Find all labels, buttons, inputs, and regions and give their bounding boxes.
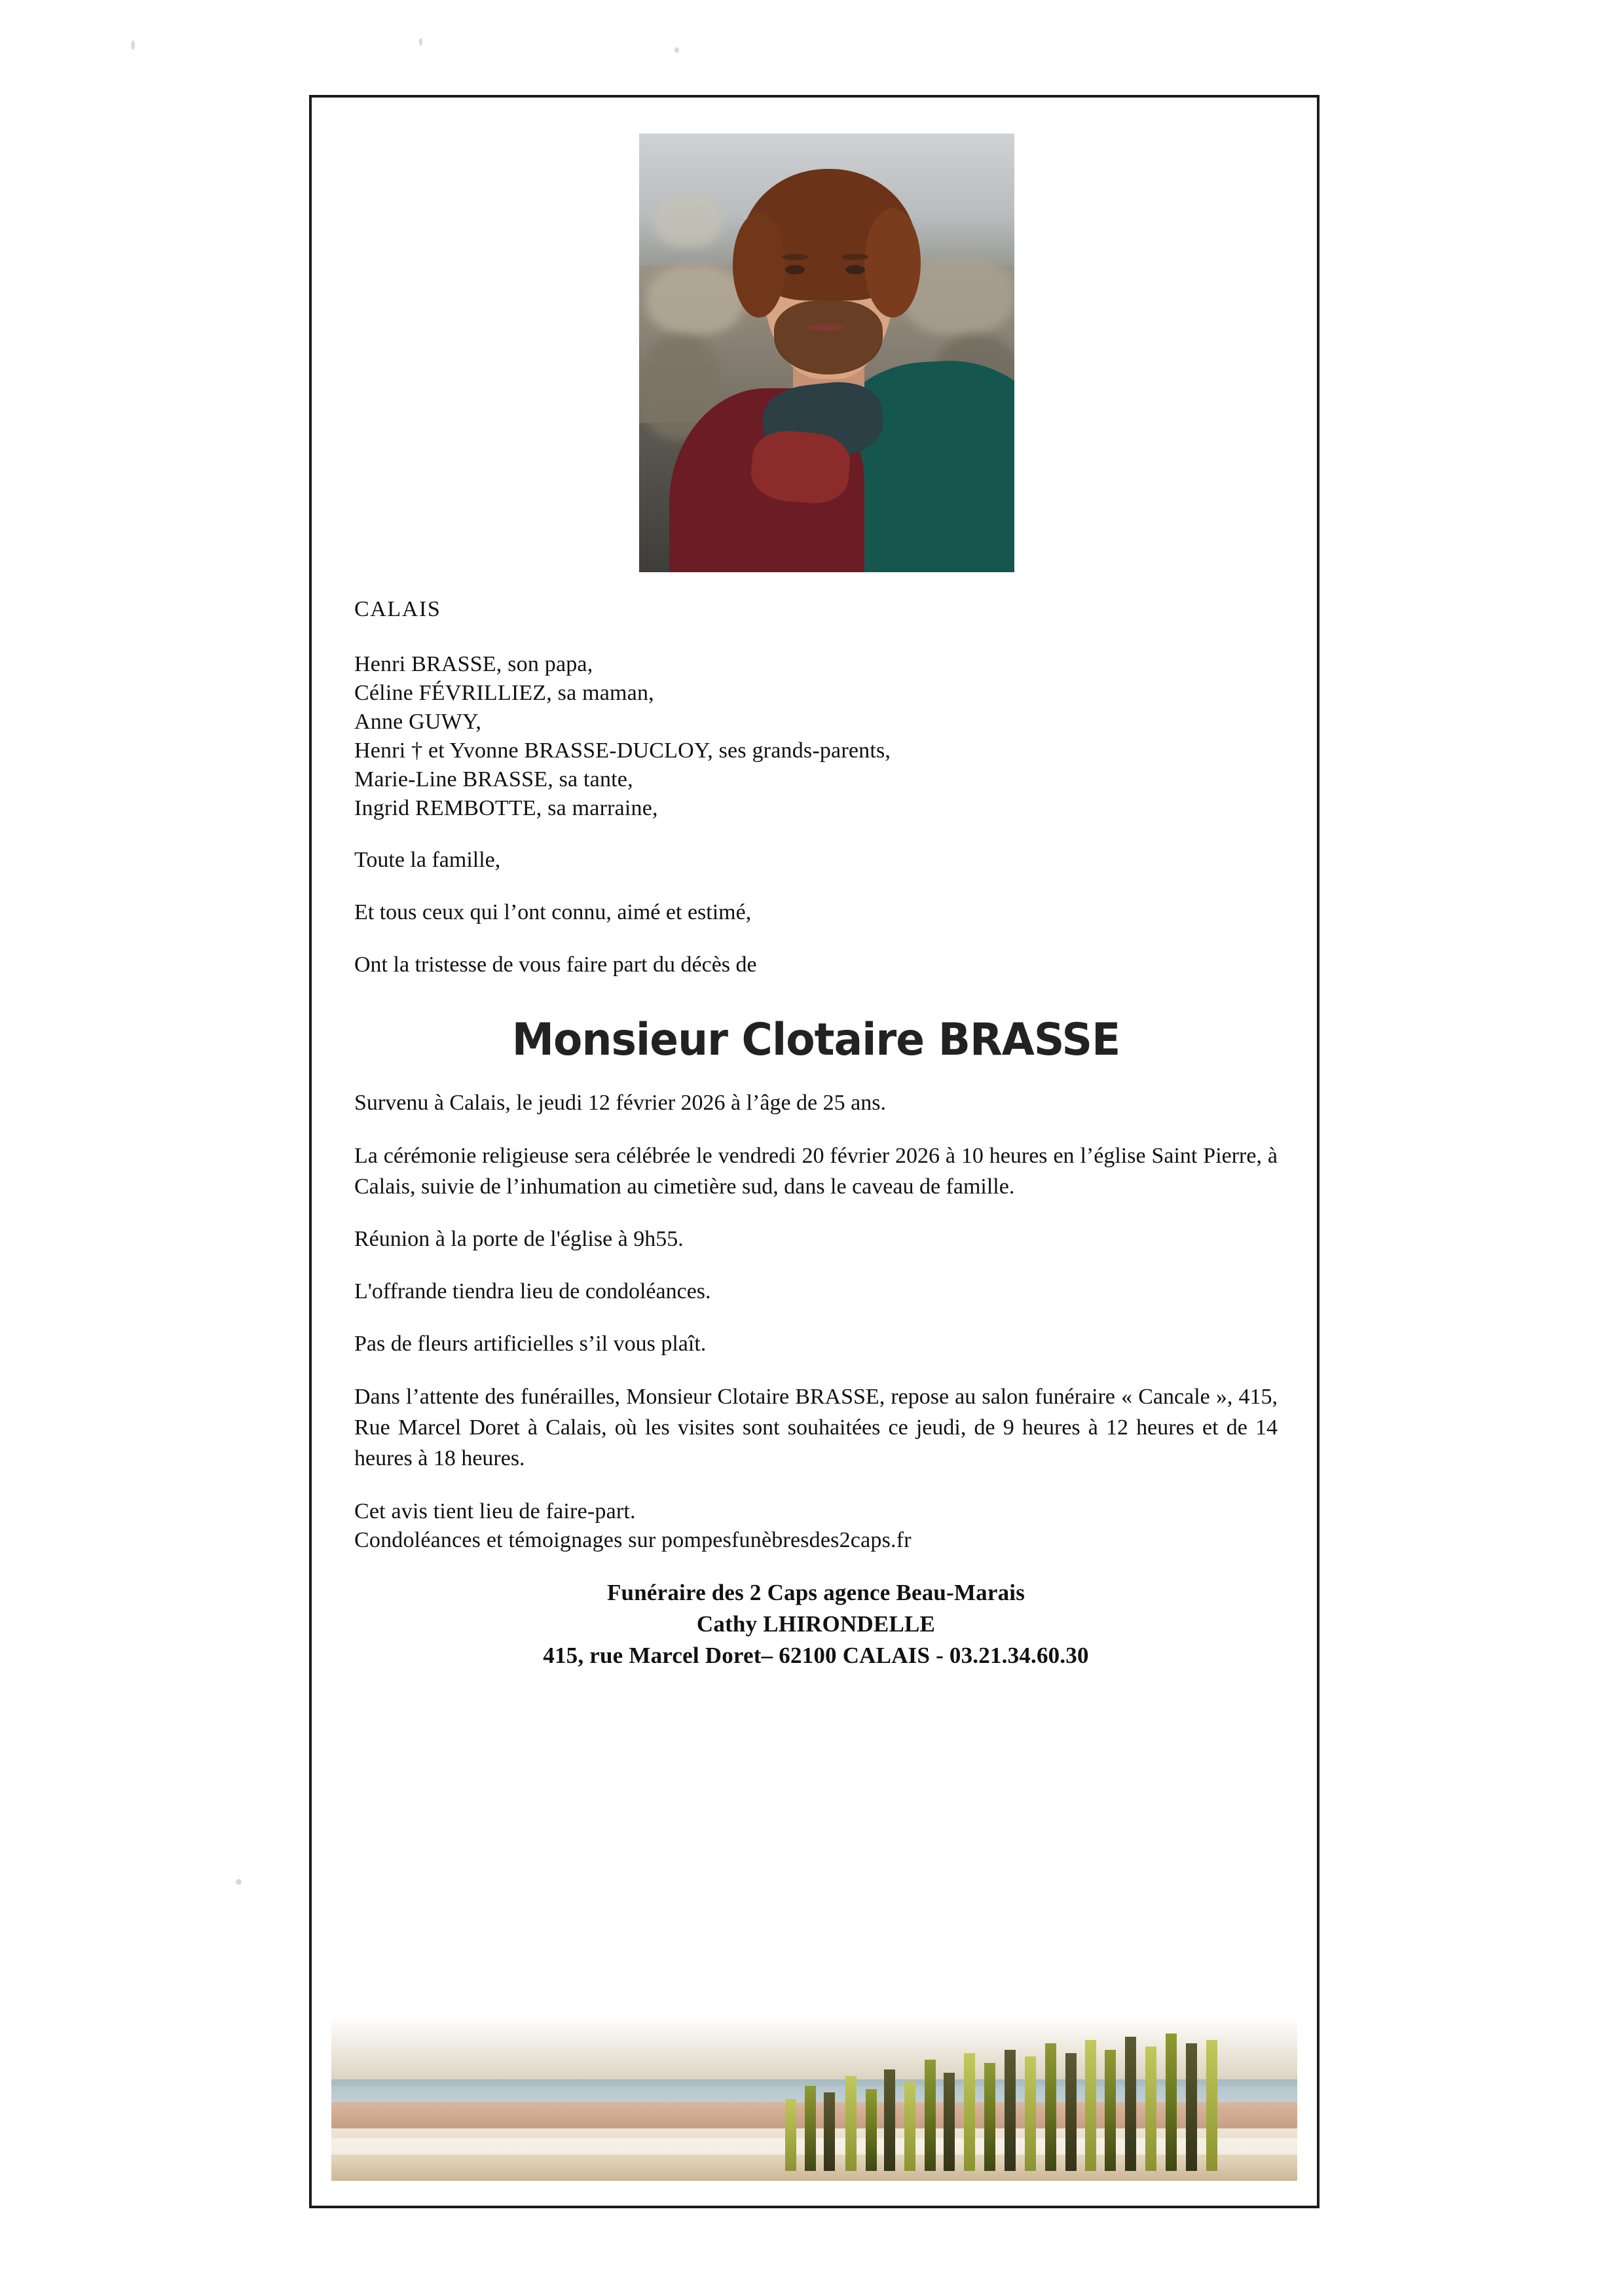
scan-speck [674, 47, 679, 53]
scan-speck [236, 1879, 242, 1885]
agency-address: 415, rue Marcel Doret– 62100 CALAIS - 03.21.34.60.30 [543, 1643, 1089, 1668]
scan-speck [131, 41, 135, 50]
announcement-text [354, 595, 1278, 1671]
notice-line-2: Condoléances et témoignages sur pompesfunèbresdes2caps.fr [354, 1528, 912, 1552]
family-member: Marie-Line BRASSE, sa tante, [354, 767, 633, 792]
closing-notice [354, 1497, 1278, 1555]
agency-name: Funéraire des 2 Caps agence Beau-Marais [606, 1580, 1025, 1605]
funeral-agency-block [354, 1577, 1278, 1671]
visitation-details: Dans l’attente des funérailles, Monsieur Clotaire BRASSE, repose au salon funéraire « Cancale », 415, Rue Marcel Doret à Calais, où les visites sont souhaitées ce jeudi, de 9 heures à 12 heures et de 14 heures à 18 heures. [354, 1385, 1278, 1470]
family-member: Ingrid REMBOTTE, sa marraine, [354, 796, 658, 820]
portrait-photo [639, 134, 1014, 572]
family-member: Anne GUWY, [354, 710, 482, 734]
announcement-lead: Ont la tristesse de vous faire part du décès de [354, 953, 757, 977]
notice-line-1: Cet avis tient lieu de faire-part. [354, 1499, 636, 1523]
city-label: CALAIS [354, 597, 441, 621]
funeral-announcement-card [309, 95, 1320, 2208]
family-member: Henri BRASSE, son papa, [354, 652, 593, 676]
deceased-name: Monsieur Clotaire BRASSE [511, 1014, 1120, 1066]
ceremony-details: La cérémonie religieuse sera célébrée le vendredi 20 février 2026 à 10 heures en l’église Saint Pierre, à Calais, suivie de l’inhumation au cimetière sud, dans le caveau de famille. [354, 1144, 1278, 1199]
flowers-note: Pas de fleurs artificielles s’il vous plaît. [354, 1332, 707, 1356]
offering-note: L'offrande tiendra lieu de condoléances. [354, 1279, 711, 1303]
family-member: Céline FÉVRILLIEZ, sa maman, [354, 681, 654, 705]
agency-contact-name: Cathy LHIRONDELLE [696, 1611, 936, 1637]
all-family-line: Toute la famille, [354, 848, 501, 872]
scan-speck [419, 38, 422, 46]
all-who-knew-line: Et tous ceux qui l’ont connu, aimé et estimé, [354, 900, 752, 924]
meeting-details: Réunion à la porte de l'église à 9h55. [354, 1227, 684, 1251]
death-notice: Survenu à Calais, le jeudi 12 février 2026 à l’âge de 25 ans. [354, 1091, 886, 1115]
family-list [354, 650, 1278, 823]
beach-illustration [331, 2017, 1297, 2181]
family-member: Henri † et Yvonne BRASSE-DUCLOY, ses grands-parents, [354, 738, 891, 763]
